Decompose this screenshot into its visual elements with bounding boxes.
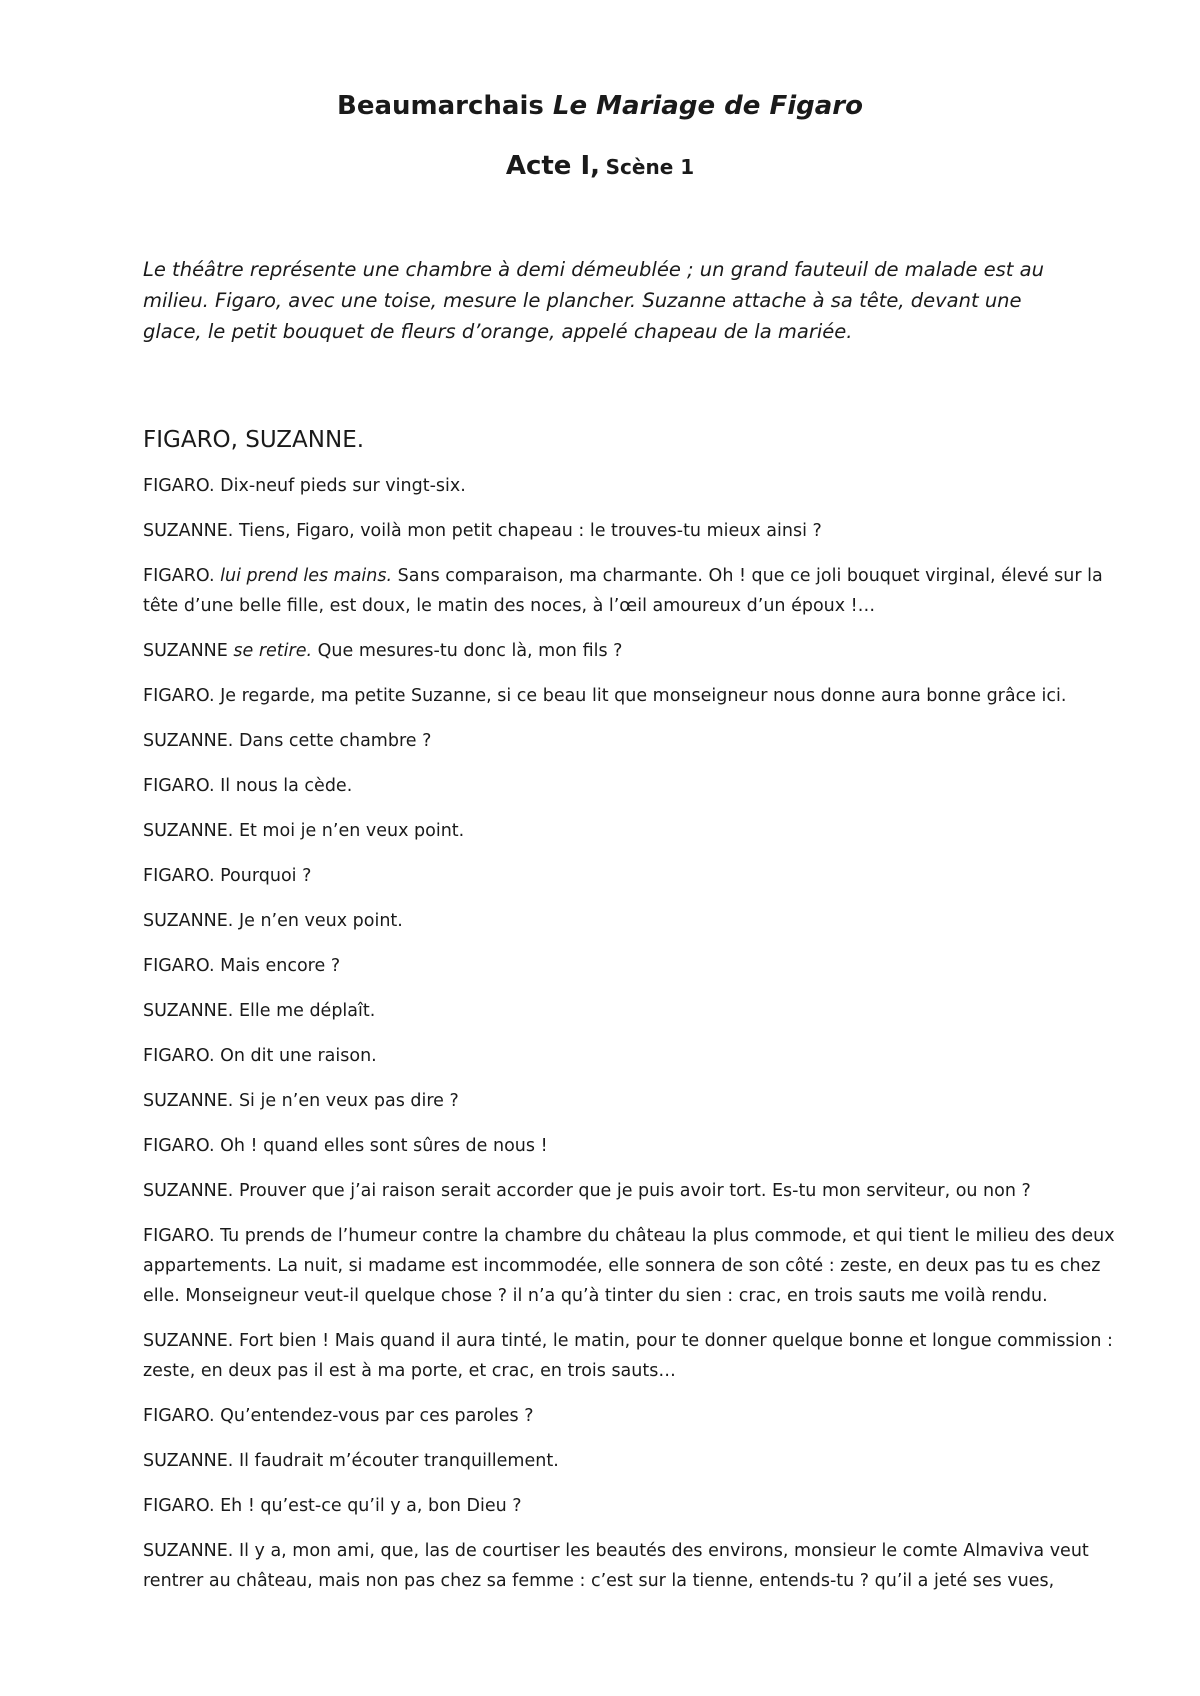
speaker-name: FIGARO. — [143, 1226, 215, 1246]
characters-heading: FIGARO, SUZANNE. — [143, 427, 365, 453]
act-label: Acte I, — [505, 151, 601, 181]
speech-text: Fort bien ! Mais quand il aura tinté, le matin, pour te donner quelque bonne et longue commission : zeste, en deux pas il est à ma porte, et crac, en trois sauts… — [143, 1331, 1113, 1381]
speaker-name: SUZANNE. — [143, 1091, 234, 1111]
dialogue-line — [143, 726, 1133, 756]
speaker-name: FIGARO. — [143, 566, 215, 586]
speech-text: Sans comparaison, ma charmante. Oh ! que ce joli bouquet virginal, élevé sur la tête d’une belle fille, est doux, le matin des noces, à l’œil amoureux d’un époux !… — [143, 566, 1103, 616]
dialogue-line — [143, 1326, 1133, 1386]
speech-text: Dix-neuf pieds sur vingt-six. — [220, 476, 466, 496]
speaker-name: FIGARO. — [143, 1496, 215, 1516]
dialogue-line — [143, 561, 1133, 621]
speech-text: On dit une raison. — [220, 1046, 377, 1066]
dialogue-line — [143, 1086, 1133, 1116]
dialogue-line — [143, 681, 1133, 711]
speech-text: Que mesures-tu donc là, mon fils ? — [317, 641, 623, 661]
speech-text: Je n’en veux point. — [238, 911, 403, 931]
dialogue-line — [143, 471, 1133, 501]
speaker-name: SUZANNE — [143, 641, 228, 661]
speech-text: Mais encore ? — [220, 956, 341, 976]
dialogue-line — [143, 1041, 1133, 1071]
dialogue-line — [143, 906, 1133, 936]
speaker-name: SUZANNE. — [143, 1451, 234, 1471]
speech-text: Tu prends de l’humeur contre la chambre du château la plus commode, et qui tient le milieu des deux appartements. La nuit, si madame est incommodée, elle sonnera de son côté : zeste, en deux pas tu es chez elle. Monseigneur veut-il quelque chose ? il n’a qu’à tinter du sien : crac, en trois sauts me voilà rendu. — [143, 1226, 1115, 1306]
speech-text: Il y a, mon ami, que, las de courtiser les beautés des environs, monsieur le comte Almaviva veut rentrer au château, mais non pas chez sa femme : c’est sur la tienne, entends-tu ? qu’il a jeté ses vues, — [143, 1541, 1089, 1591]
dialogue-line — [143, 1536, 1133, 1596]
speaker-name: FIGARO. — [143, 956, 215, 976]
dialogue-line — [143, 1401, 1133, 1431]
dialogue-line — [143, 951, 1133, 981]
speaker-name: SUZANNE. — [143, 521, 234, 541]
dialogue-line — [143, 1176, 1133, 1206]
speaker-name: SUZANNE. — [143, 911, 234, 931]
dialogue-line — [143, 1491, 1133, 1521]
stage-direction: Le théâtre représente une chambre à demi démeublée ; un grand fauteuil de malade est au milieu. Figaro, avec une toise, mesure le plancher. Suzanne attache à sa tête, devant une glace, le petit bouquet de fleurs d’orange, appelé chapeau de la mariée. — [143, 258, 1044, 343]
dialogue-line — [143, 636, 1133, 666]
speaker-name: FIGARO. — [143, 686, 215, 706]
stage-action: lui prend les mains. — [220, 566, 393, 586]
speaker-name: FIGARO. — [143, 1406, 215, 1426]
speaker-name: SUZANNE. — [143, 1001, 234, 1021]
speech-text: Oh ! quand elles sont sûres de nous ! — [220, 1136, 548, 1156]
act-scene-heading — [0, 148, 1200, 187]
speech-text: Qu’entendez-vous par ces paroles ? — [220, 1406, 534, 1426]
speaker-name: FIGARO. — [143, 1136, 215, 1156]
speech-text: Prouver que j’ai raison serait accorder que je puis avoir tort. Es-tu mon serviteur, ou non ? — [238, 1181, 1031, 1201]
speech-text: Pourquoi ? — [220, 866, 312, 886]
speech-text: Et moi je n’en veux point. — [238, 821, 465, 841]
speaker-name: FIGARO. — [143, 476, 215, 496]
speaker-name: SUZANNE. — [143, 821, 234, 841]
dialogue-line — [143, 1446, 1133, 1476]
speech-text: Si je n’en veux pas dire ? — [238, 1091, 459, 1111]
dialogue — [143, 471, 1133, 1611]
document-title — [0, 88, 1200, 124]
speech-text: Je regarde, ma petite Suzanne, si ce beau lit que monseigneur nous donne aura bonne grâce ici. — [220, 686, 1067, 706]
speaker-name: SUZANNE. — [143, 1331, 234, 1351]
dialogue-line — [143, 861, 1133, 891]
speech-text: Elle me déplaît. — [238, 1001, 376, 1021]
speech-text: Eh ! qu’est-ce qu’il y a, bon Dieu ? — [220, 1496, 522, 1516]
dialogue-line — [143, 1131, 1133, 1161]
dialogue-line — [143, 1221, 1133, 1311]
speech-text: Il nous la cède. — [220, 776, 353, 796]
author-name: Beaumarchais — [337, 91, 544, 121]
speaker-name: SUZANNE. — [143, 731, 234, 751]
speaker-name: FIGARO. — [143, 866, 215, 886]
scene-label: Scène 1 — [605, 155, 695, 179]
speech-text: Tiens, Figaro, voilà mon petit chapeau : le trouves-tu mieux ainsi ? — [238, 521, 822, 541]
dialogue-line — [143, 516, 1133, 546]
dialogue-line — [143, 816, 1133, 846]
speaker-name: FIGARO. — [143, 1046, 215, 1066]
speaker-name: FIGARO. — [143, 776, 215, 796]
speech-text: Il faudrait m’écouter tranquillement. — [238, 1451, 559, 1471]
speaker-name: SUZANNE. — [143, 1541, 234, 1561]
speech-text: Dans cette chambre ? — [238, 731, 432, 751]
work-title: Le Mariage de Figaro — [552, 91, 863, 121]
dialogue-line — [143, 771, 1133, 801]
dialogue-line — [143, 996, 1133, 1026]
speaker-name: SUZANNE. — [143, 1181, 234, 1201]
stage-action: se retire. — [233, 641, 313, 661]
